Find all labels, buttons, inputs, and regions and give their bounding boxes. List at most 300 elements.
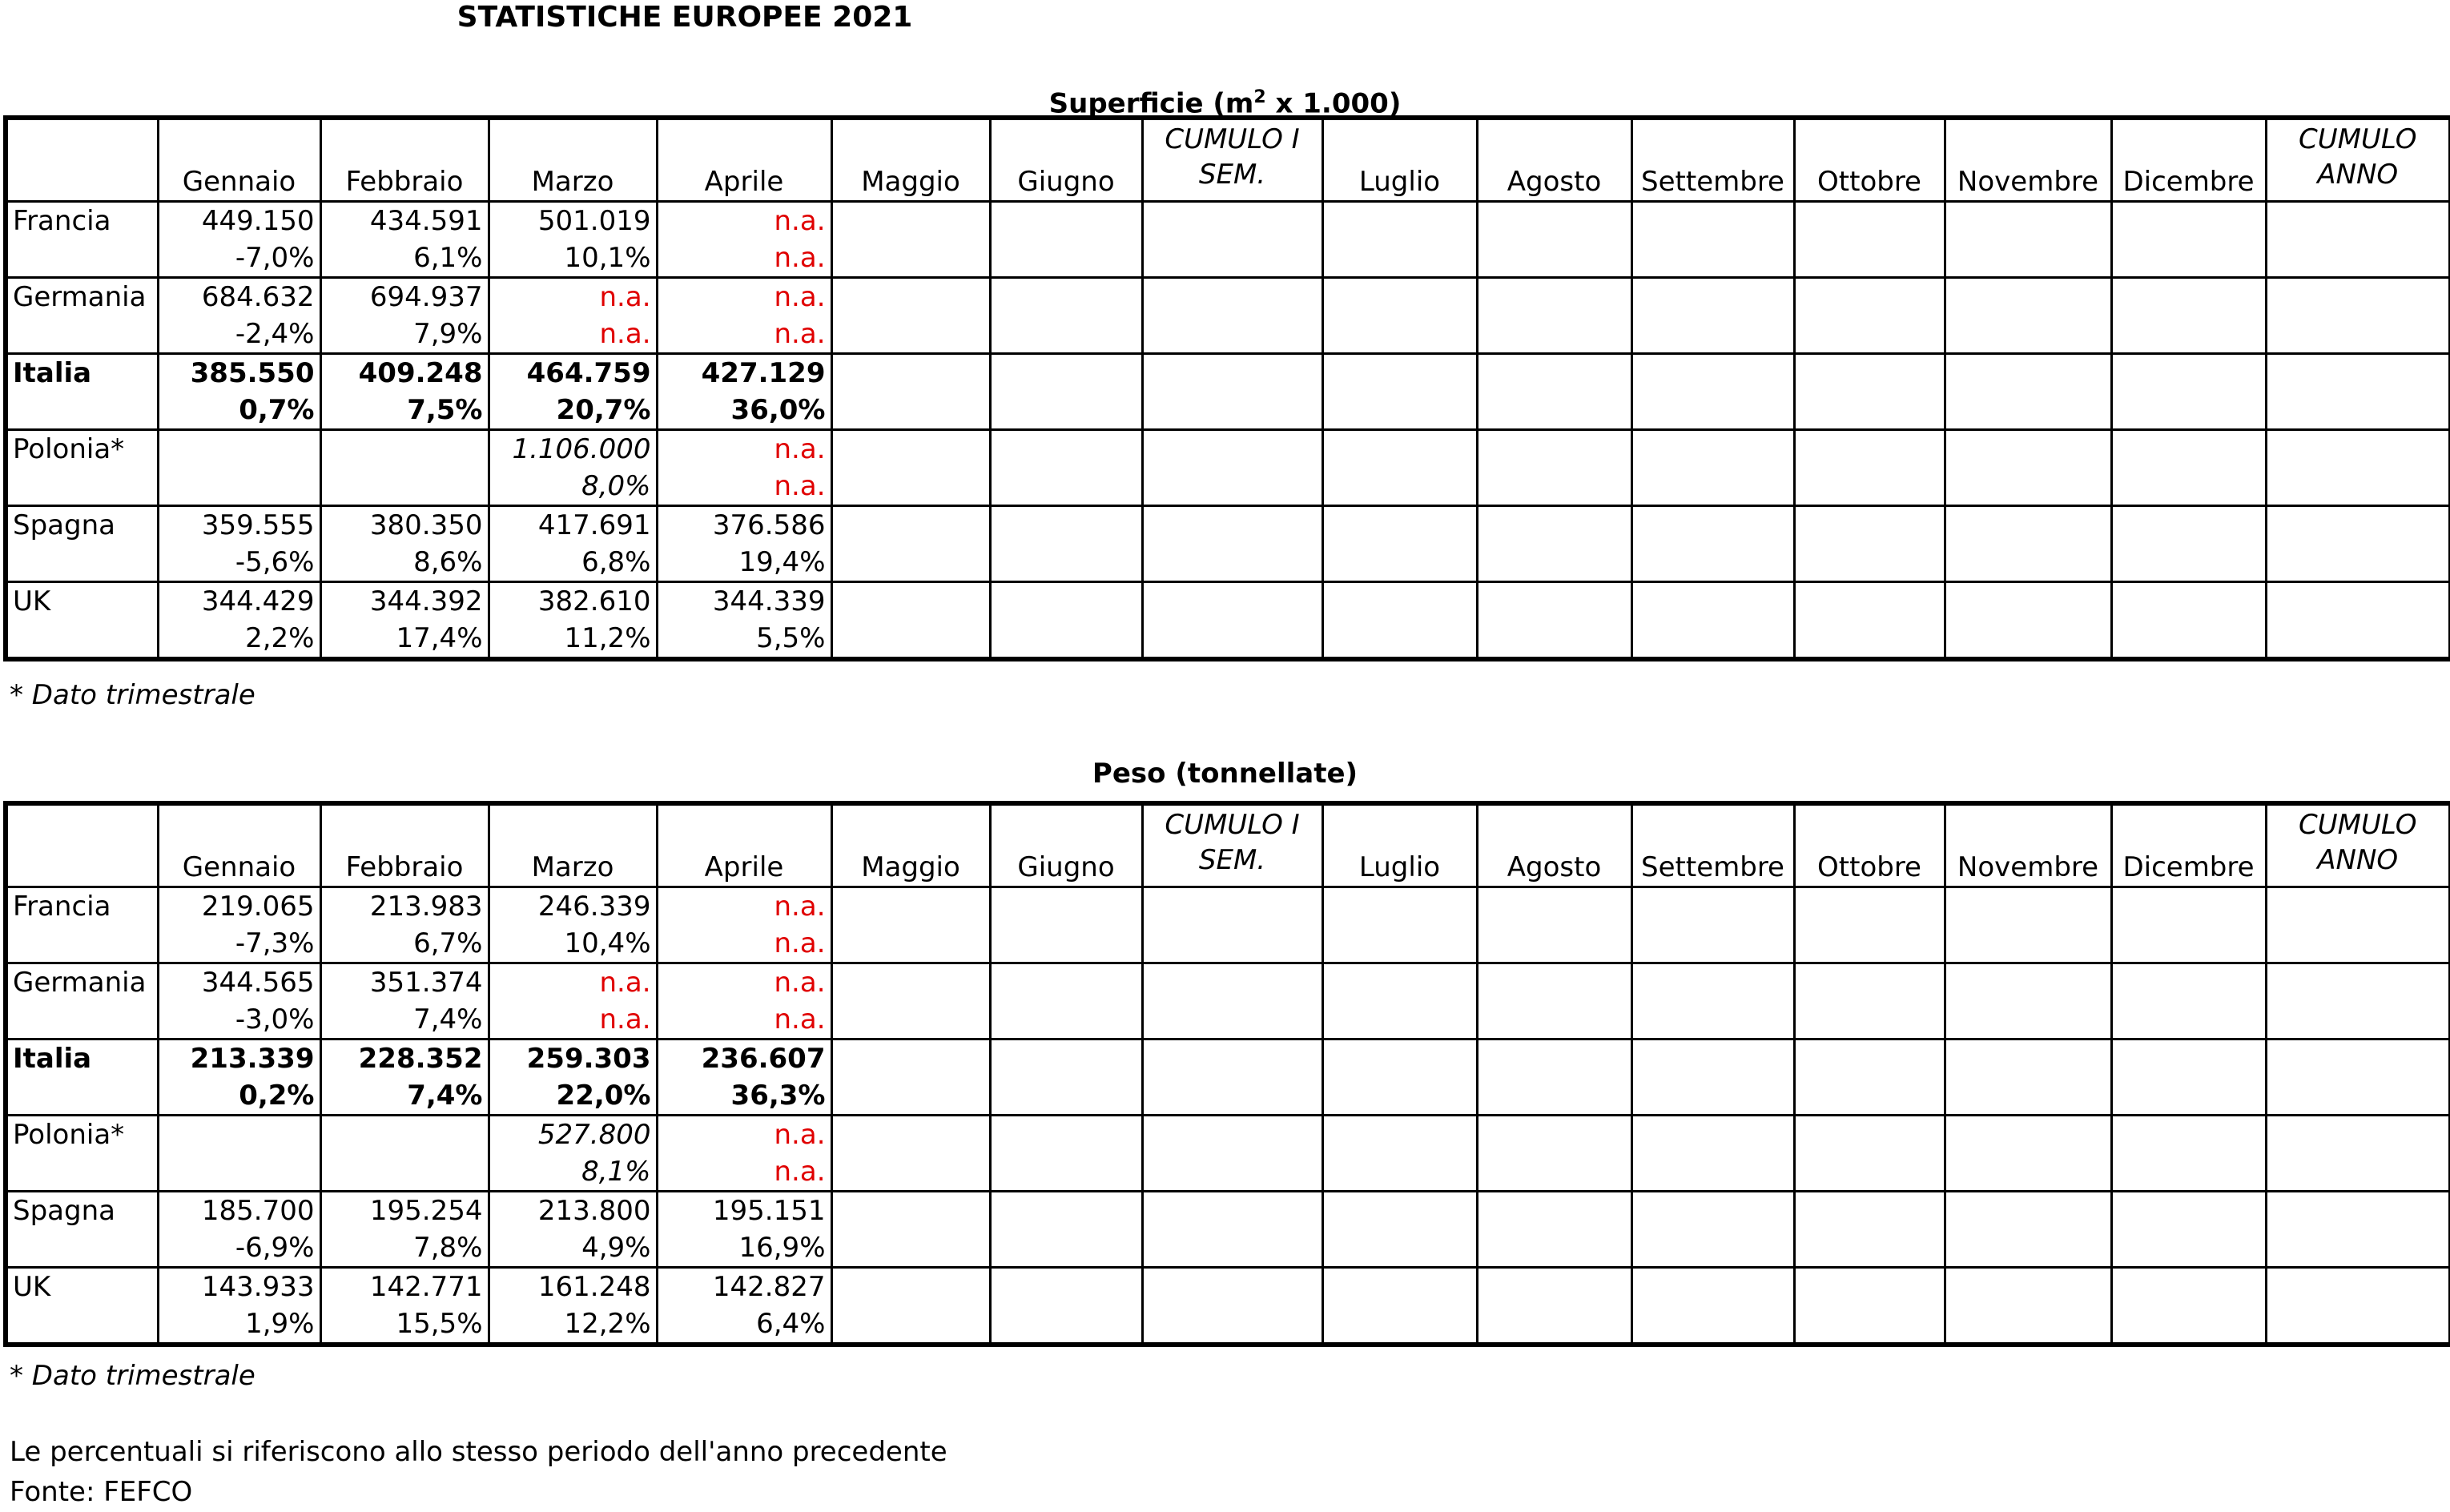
country-spacer <box>6 1305 158 1345</box>
value-cell <box>1631 1192 1794 1230</box>
value-cell <box>2111 887 2266 926</box>
percent-cell: 4,9% <box>489 1229 657 1268</box>
percent-cell <box>1631 1001 1794 1040</box>
value-cell <box>1322 202 1477 240</box>
percent-cell <box>158 468 320 506</box>
value-cell <box>2266 506 2450 545</box>
value-cell <box>1142 1268 1322 1306</box>
percent-cell <box>2266 1305 2450 1345</box>
percent-cell <box>831 925 990 963</box>
column-header: Luglio <box>1322 118 1477 202</box>
value-cell <box>1945 430 2111 468</box>
value-cell <box>2111 1040 2266 1078</box>
column-header: CUMULO ANNO <box>2266 803 2450 887</box>
percent-cell: 1,9% <box>158 1305 320 1345</box>
percent-cell: 8,1% <box>489 1153 657 1192</box>
percent-cell <box>2111 544 2266 582</box>
value-cell: 344.565 <box>158 963 320 1002</box>
percent-cell <box>831 468 990 506</box>
percent-cell <box>990 544 1142 582</box>
footer-percent-note: Le percentuali si riferiscono allo stesso periodo dell'anno precedente <box>10 1436 947 1468</box>
value-cell <box>1477 202 1631 240</box>
value-cell: 185.700 <box>158 1192 320 1230</box>
table-row <box>6 1077 2450 1116</box>
percent-cell <box>320 468 489 506</box>
country-name: Polonia* <box>6 1116 158 1154</box>
value-cell <box>831 202 990 240</box>
section-title-peso: Peso (tonnellate) <box>1092 758 1358 790</box>
country-spacer <box>6 1153 158 1192</box>
column-header: Giugno <box>990 118 1142 202</box>
value-cell <box>1794 1268 1945 1306</box>
country-name: Germania <box>6 278 158 316</box>
value-cell: 236.607 <box>657 1040 831 1078</box>
value-cell <box>1945 354 2111 392</box>
table-row <box>6 1153 2450 1192</box>
value-cell <box>2266 202 2450 240</box>
value-cell <box>1477 278 1631 316</box>
percent-cell: -6,9% <box>158 1229 320 1268</box>
value-cell <box>1322 506 1477 545</box>
percent-cell <box>2266 392 2450 430</box>
percent-cell <box>2111 1229 2266 1268</box>
table-row <box>6 1116 2450 1154</box>
percent-cell: 17,4% <box>320 620 489 659</box>
table-row <box>6 620 2450 659</box>
value-cell <box>1477 1116 1631 1154</box>
value-cell <box>1142 430 1322 468</box>
value-cell <box>990 202 1142 240</box>
column-header: Ottobre <box>1794 803 1945 887</box>
percent-cell: 16,9% <box>657 1229 831 1268</box>
page-title: STATISTICHE EUROPEE 2021 <box>457 1 913 34</box>
value-cell <box>2111 430 2266 468</box>
percent-cell <box>1794 1077 1945 1116</box>
value-cell <box>990 354 1142 392</box>
value-cell: 161.248 <box>489 1268 657 1306</box>
value-cell <box>1477 582 1631 621</box>
column-header: Ottobre <box>1794 118 1945 202</box>
percent-cell: -7,0% <box>158 239 320 278</box>
column-header: Agosto <box>1477 803 1631 887</box>
column-header: Febbraio <box>320 803 489 887</box>
value-cell: 684.632 <box>158 278 320 316</box>
value-cell: n.a. <box>657 963 831 1002</box>
value-cell: 259.303 <box>489 1040 657 1078</box>
percent-cell <box>990 925 1142 963</box>
country-spacer <box>6 392 158 430</box>
value-cell: 213.983 <box>320 887 489 926</box>
value-cell <box>1142 1116 1322 1154</box>
country-name: Spagna <box>6 1192 158 1230</box>
value-cell <box>2111 1268 2266 1306</box>
percent-cell <box>1794 1229 1945 1268</box>
percent-cell: 6,8% <box>489 544 657 582</box>
percent-cell <box>1631 1077 1794 1116</box>
value-cell <box>831 278 990 316</box>
table-row <box>6 1305 2450 1345</box>
column-header: Dicembre <box>2111 118 2266 202</box>
percent-cell <box>2111 1077 2266 1116</box>
value-cell <box>1945 887 2111 926</box>
table-peso <box>3 801 2450 1347</box>
value-cell: 1.106.000 <box>489 430 657 468</box>
percent-cell <box>831 239 990 278</box>
column-header: Aprile <box>657 118 831 202</box>
value-cell <box>1477 506 1631 545</box>
percent-cell <box>1322 1153 1477 1192</box>
value-cell <box>1142 1040 1322 1078</box>
percent-cell <box>2111 620 2266 659</box>
value-cell: 409.248 <box>320 354 489 392</box>
country-name: Italia <box>6 1040 158 1078</box>
percent-cell <box>1631 468 1794 506</box>
value-cell <box>1322 1268 1477 1306</box>
value-cell: 427.129 <box>657 354 831 392</box>
value-cell <box>1322 1116 1477 1154</box>
value-cell <box>1631 1268 1794 1306</box>
section-title-superficie: Superficie ($m^2$ x 1.000) <box>1048 87 1402 120</box>
percent-cell: 7,4% <box>320 1077 489 1116</box>
value-cell <box>831 887 990 926</box>
country-name: Polonia* <box>6 430 158 468</box>
value-cell: 195.254 <box>320 1192 489 1230</box>
percent-cell <box>2266 1077 2450 1116</box>
value-cell: 344.429 <box>158 582 320 621</box>
percent-cell <box>2266 239 2450 278</box>
value-cell <box>990 1192 1142 1230</box>
value-cell <box>1322 278 1477 316</box>
value-cell <box>831 1192 990 1230</box>
value-cell: 359.555 <box>158 506 320 545</box>
percent-cell: 6,4% <box>657 1305 831 1345</box>
percent-cell <box>1142 1229 1322 1268</box>
percent-cell <box>1477 925 1631 963</box>
percent-cell <box>1142 392 1322 430</box>
country-name: Francia <box>6 887 158 926</box>
value-cell <box>1142 1192 1322 1230</box>
percent-cell <box>1477 392 1631 430</box>
value-cell: n.a. <box>657 887 831 926</box>
table-row <box>6 1040 2450 1078</box>
column-header: CUMULO I SEM. <box>1142 803 1322 887</box>
percent-cell <box>2266 468 2450 506</box>
value-cell <box>1142 202 1322 240</box>
value-cell <box>1322 963 1477 1002</box>
value-cell: n.a. <box>489 963 657 1002</box>
value-cell <box>1631 354 1794 392</box>
percent-cell <box>1142 468 1322 506</box>
percent-cell: n.a. <box>657 468 831 506</box>
value-cell: n.a. <box>657 430 831 468</box>
percent-cell: n.a. <box>489 316 657 354</box>
country-name: Spagna <box>6 506 158 545</box>
table-row <box>6 1268 2450 1306</box>
percent-cell <box>1477 1229 1631 1268</box>
value-cell <box>2266 430 2450 468</box>
percent-cell <box>831 316 990 354</box>
percent-cell: 15,5% <box>320 1305 489 1345</box>
value-cell: 417.691 <box>489 506 657 545</box>
percent-cell <box>1477 1001 1631 1040</box>
percent-cell <box>1477 544 1631 582</box>
percent-cell: 10,4% <box>489 925 657 963</box>
value-cell <box>990 582 1142 621</box>
value-cell <box>1631 1116 1794 1154</box>
country-name: Francia <box>6 202 158 240</box>
value-cell <box>1794 1040 1945 1078</box>
country-spacer <box>6 468 158 506</box>
percent-cell: 2,2% <box>158 620 320 659</box>
percent-cell <box>1322 239 1477 278</box>
value-cell <box>2266 887 2450 926</box>
column-header: Maggio <box>831 803 990 887</box>
value-cell <box>1794 887 1945 926</box>
percent-cell: -5,6% <box>158 544 320 582</box>
percent-cell <box>1322 544 1477 582</box>
value-cell <box>158 1116 320 1154</box>
value-cell: 694.937 <box>320 278 489 316</box>
header-row <box>6 118 2450 202</box>
percent-cell <box>831 620 990 659</box>
value-cell: 213.800 <box>489 1192 657 1230</box>
value-cell <box>1794 354 1945 392</box>
table-row <box>6 963 2450 1002</box>
percent-cell: 11,2% <box>489 620 657 659</box>
value-cell <box>1322 1040 1477 1078</box>
percent-cell: n.a. <box>657 239 831 278</box>
percent-cell <box>1322 1305 1477 1345</box>
value-cell <box>1142 354 1322 392</box>
percent-cell <box>831 1153 990 1192</box>
percent-cell: n.a. <box>489 1001 657 1040</box>
percent-cell <box>1631 392 1794 430</box>
percent-cell: 7,8% <box>320 1229 489 1268</box>
percent-cell: 36,0% <box>657 392 831 430</box>
column-header: CUMULO I SEM. <box>1142 118 1322 202</box>
country-name: Germania <box>6 963 158 1002</box>
column-header: Novembre <box>1945 803 2111 887</box>
percent-cell: n.a. <box>657 1001 831 1040</box>
percent-cell <box>1794 239 1945 278</box>
percent-cell <box>2111 468 2266 506</box>
percent-cell <box>831 1305 990 1345</box>
percent-cell <box>2266 620 2450 659</box>
percent-cell: 22,0% <box>489 1077 657 1116</box>
percent-cell <box>2266 925 2450 963</box>
value-cell <box>1142 887 1322 926</box>
column-header: Settembre <box>1631 803 1794 887</box>
value-cell <box>2111 963 2266 1002</box>
country-spacer <box>6 316 158 354</box>
percent-cell <box>1794 1305 1945 1345</box>
value-cell: 434.591 <box>320 202 489 240</box>
table-body <box>6 202 2450 660</box>
footer-source: Fonte: FEFCO <box>10 1476 193 1508</box>
value-cell <box>1142 506 1322 545</box>
percent-cell <box>1945 239 2111 278</box>
value-cell <box>1142 582 1322 621</box>
percent-cell <box>1794 392 1945 430</box>
value-cell <box>1477 430 1631 468</box>
value-cell <box>2111 278 2266 316</box>
value-cell <box>1322 354 1477 392</box>
percent-cell <box>831 1077 990 1116</box>
value-cell: 142.771 <box>320 1268 489 1306</box>
value-cell <box>1477 1040 1631 1078</box>
value-cell <box>1945 202 2111 240</box>
percent-cell <box>1631 1305 1794 1345</box>
value-cell: 351.374 <box>320 963 489 1002</box>
table-row <box>6 239 2450 278</box>
column-header: Aprile <box>657 803 831 887</box>
value-cell: 501.019 <box>489 202 657 240</box>
value-cell: 246.339 <box>489 887 657 926</box>
column-header: Marzo <box>489 803 657 887</box>
value-cell <box>1142 278 1322 316</box>
percent-cell <box>1142 544 1322 582</box>
value-cell: 464.759 <box>489 354 657 392</box>
percent-cell <box>831 1229 990 1268</box>
column-header: Marzo <box>489 118 657 202</box>
percent-cell <box>1322 1229 1477 1268</box>
value-cell <box>990 963 1142 1002</box>
value-cell <box>1477 1192 1631 1230</box>
value-cell <box>1794 430 1945 468</box>
table-row <box>6 202 2450 240</box>
table-header <box>6 803 2450 887</box>
value-cell <box>1322 887 1477 926</box>
column-header: Gennaio <box>158 803 320 887</box>
percent-cell <box>2111 1001 2266 1040</box>
value-cell <box>990 1040 1142 1078</box>
value-cell: 385.550 <box>158 354 320 392</box>
value-cell: 344.392 <box>320 582 489 621</box>
column-header: CUMULO ANNO <box>2266 118 2450 202</box>
percent-cell <box>1142 1153 1322 1192</box>
table-row <box>6 468 2450 506</box>
table-superficie <box>3 115 2450 662</box>
percent-cell <box>2111 1153 2266 1192</box>
table-row <box>6 316 2450 354</box>
percent-cell <box>158 1153 320 1192</box>
percent-cell <box>1945 316 2111 354</box>
table-row <box>6 392 2450 430</box>
country-spacer <box>6 925 158 963</box>
percent-cell <box>990 239 1142 278</box>
percent-cell <box>1142 1001 1322 1040</box>
value-cell <box>1945 1268 2111 1306</box>
value-cell <box>158 430 320 468</box>
percent-cell <box>990 1001 1142 1040</box>
country-spacer <box>6 544 158 582</box>
percent-cell <box>1477 1153 1631 1192</box>
percent-cell <box>990 316 1142 354</box>
percent-cell <box>1945 1077 2111 1116</box>
percent-cell <box>831 1001 990 1040</box>
percent-cell <box>1142 239 1322 278</box>
value-cell: n.a. <box>657 278 831 316</box>
value-cell <box>1322 1192 1477 1230</box>
percent-cell <box>990 392 1142 430</box>
value-cell <box>1322 430 1477 468</box>
percent-cell <box>831 392 990 430</box>
percent-cell <box>1477 1077 1631 1116</box>
table-row <box>6 354 2450 392</box>
footnote-quarterly: * Dato trimestrale <box>10 1360 255 1392</box>
percent-cell: 7,4% <box>320 1001 489 1040</box>
percent-cell <box>1477 620 1631 659</box>
percent-cell <box>1142 620 1322 659</box>
percent-cell <box>2266 1153 2450 1192</box>
value-cell <box>1322 582 1477 621</box>
percent-cell: -7,3% <box>158 925 320 963</box>
value-cell: 219.065 <box>158 887 320 926</box>
value-cell: n.a. <box>657 202 831 240</box>
value-cell <box>831 506 990 545</box>
percent-cell <box>2266 316 2450 354</box>
value-cell <box>2266 1268 2450 1306</box>
percent-cell <box>1945 620 2111 659</box>
value-cell <box>1477 963 1631 1002</box>
value-cell <box>2111 582 2266 621</box>
table-row <box>6 1229 2450 1268</box>
percent-cell: 6,7% <box>320 925 489 963</box>
percent-cell <box>1794 1153 1945 1192</box>
value-cell <box>831 963 990 1002</box>
percent-cell <box>1631 544 1794 582</box>
table-row <box>6 1192 2450 1230</box>
percent-cell <box>990 1077 1142 1116</box>
percent-cell <box>1477 316 1631 354</box>
percent-cell: -3,0% <box>158 1001 320 1040</box>
value-cell <box>990 887 1142 926</box>
percent-cell <box>1477 1305 1631 1345</box>
value-cell <box>1794 582 1945 621</box>
value-cell <box>2111 354 2266 392</box>
value-cell <box>1631 430 1794 468</box>
value-cell <box>1631 202 1794 240</box>
percent-cell <box>990 620 1142 659</box>
value-cell <box>1945 1116 2111 1154</box>
value-cell <box>2111 1116 2266 1154</box>
percent-cell <box>1322 1001 1477 1040</box>
value-cell <box>320 1116 489 1154</box>
country-name: UK <box>6 582 158 621</box>
value-cell <box>831 430 990 468</box>
value-cell <box>1794 202 1945 240</box>
value-cell: 449.150 <box>158 202 320 240</box>
percent-cell <box>1322 316 1477 354</box>
value-cell <box>1477 1268 1631 1306</box>
value-cell <box>2266 963 2450 1002</box>
value-cell <box>1794 506 1945 545</box>
value-cell <box>990 1116 1142 1154</box>
value-cell <box>831 354 990 392</box>
percent-cell <box>1142 925 1322 963</box>
percent-cell <box>2111 925 2266 963</box>
value-cell <box>1631 887 1794 926</box>
table-header <box>6 118 2450 202</box>
percent-cell <box>2266 1229 2450 1268</box>
value-cell <box>1794 963 1945 1002</box>
column-header: Gennaio <box>158 118 320 202</box>
country-name: Italia <box>6 354 158 392</box>
percent-cell <box>2111 392 2266 430</box>
percent-cell: 7,9% <box>320 316 489 354</box>
value-cell: 213.339 <box>158 1040 320 1078</box>
column-header: Agosto <box>1477 118 1631 202</box>
